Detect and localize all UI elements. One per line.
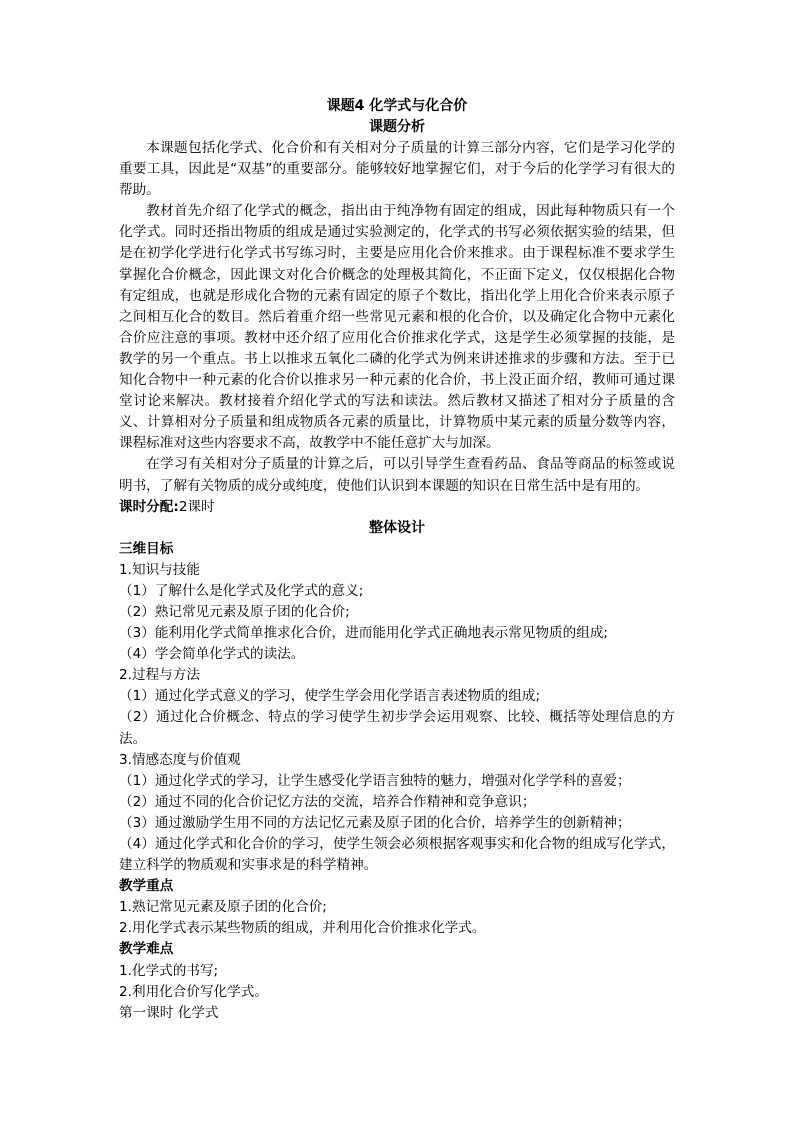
class-hours-label: 课时分配: (119, 498, 179, 515)
list-item: 2.用化学式表示某些物质的组成，并利用化合价推求化学式。 (119, 920, 486, 937)
goal3-heading: 3.情感态度与价值观 (119, 751, 241, 768)
list-item: （3）能利用化学式简单推求化合价，进而能用化学式正确地表示常见物质的组成; (119, 625, 609, 642)
class-hours-value: 2课时 (178, 498, 215, 515)
paragraph-intro: 本课题包括化学式、化合价和有关相对分子质量的计算三部分内容，它们是学习化学的重要工具，因此是“双基”的重要部分。能够较好地掌握它们，对于今后的化学学习有很大的帮助。 (119, 140, 675, 199)
key-points-heading: 教学重点 (119, 878, 174, 895)
difficult-points-heading: 教学难点 (119, 941, 174, 958)
list-item: 2.利用化合价写化学式。 (119, 983, 268, 1000)
list-item: （3）通过激励学生用不同的方法记忆元素及原子团的化合价，培养学生的创新精神； (119, 814, 631, 831)
section-title-overall: 整体设计 (369, 519, 425, 536)
list-item: （2）熟记常见元素及原子团的化合价; (119, 603, 350, 620)
list-item: （1）了解什么是化学式及化学式的意义; (119, 582, 364, 599)
goal2-heading: 2.过程与方法 (119, 667, 200, 684)
goal1-heading: 1.知识与技能 (119, 561, 200, 578)
goals-heading: 三维目标 (119, 540, 174, 557)
class-hours (119, 497, 675, 518)
document-title: 课题4 化学式与化合价 (326, 98, 468, 114)
paragraph-application: 在学习有关相对分子质量的计算之后，可以引导学生查看药品、食品等商品的标签或说明书，了解有关物质的成分或纯度，使他们认识到本课题的知识在日常生活中是有用的。 (119, 456, 675, 494)
document-page (119, 96, 675, 1024)
list-item: 1.熟记常见元素及原子团的化合价; (119, 899, 327, 916)
list-item: （1）通过化学式的学习，让学生感受化学语言独特的魅力，增强对化学学科的喜爱； (119, 772, 631, 789)
list-item: （4）通过化学式和化合价的学习，使学生领会必须根据客观事实和化合物的组成写化学式，建立科学的物质观和实事求是的科学精神。 (119, 836, 675, 874)
first-lesson-heading: 第一课时 化学式 (119, 1004, 219, 1021)
list-item: 1.化学式的书写; (119, 962, 219, 979)
list-item: （4）学会简单化学式的读法。 (119, 646, 305, 663)
paragraph-textbook: 教材首先介绍了化学式的概念，指出由于纯净物有固定的组成，因此每种物质只有一个化学式。同时还指出物质的组成是通过实验测定的，化学式的书写必须依据实验的结果，但是在初学化学进行化学式书写练习时，主要是应用化合价来推求。由于课程标准不要求学生掌握化合价概念，因此课文对化合价概念的处理极其简化，不正面下定义，仅仅根据化合物有定组成，也就是形成化合物的元素有固定的原子个数比，指出化学上用化合价来表示原子之间相互化合的数目。然后着重介绍一些常见元素和根的化合价，以及确定化合物中元素化合价应注意的事项。教材中还介绍了应用化合价推求化学式，这是学生必须掌握的技能，是教学的另一个重点。书上以推求五氧化二磷的化学式为例来讲述推求的步骤和方法。至于已知化合物中一种元素的化合价以推求另一种元素的化合价，书上没正面介绍，教师可通过课堂讨论来解决。教材接着介绍化学式的写法和读法。然后教材又描述了相对分子质量的含义、计算相对分子质量和组成物质各元素的质量比，计算物质中某元素的质量分数等内容，课程标准对这些内容要求不高，故教学中不能任意扩大与加深。 (119, 203, 675, 452)
list-item: （1）通过化学式意义的学习，使学生学会用化学语言表述物质的组成; (119, 688, 541, 705)
list-item: （2）通过化合价概念、特点的学习使学生初步学会运用观察、比较、概括等处理信息的方法。 (119, 709, 675, 747)
list-item: （2）通过不同的化合价记忆方法的交流，培养合作精神和竞争意识； (119, 793, 536, 810)
section-title-analysis: 课题分析 (369, 119, 425, 135)
